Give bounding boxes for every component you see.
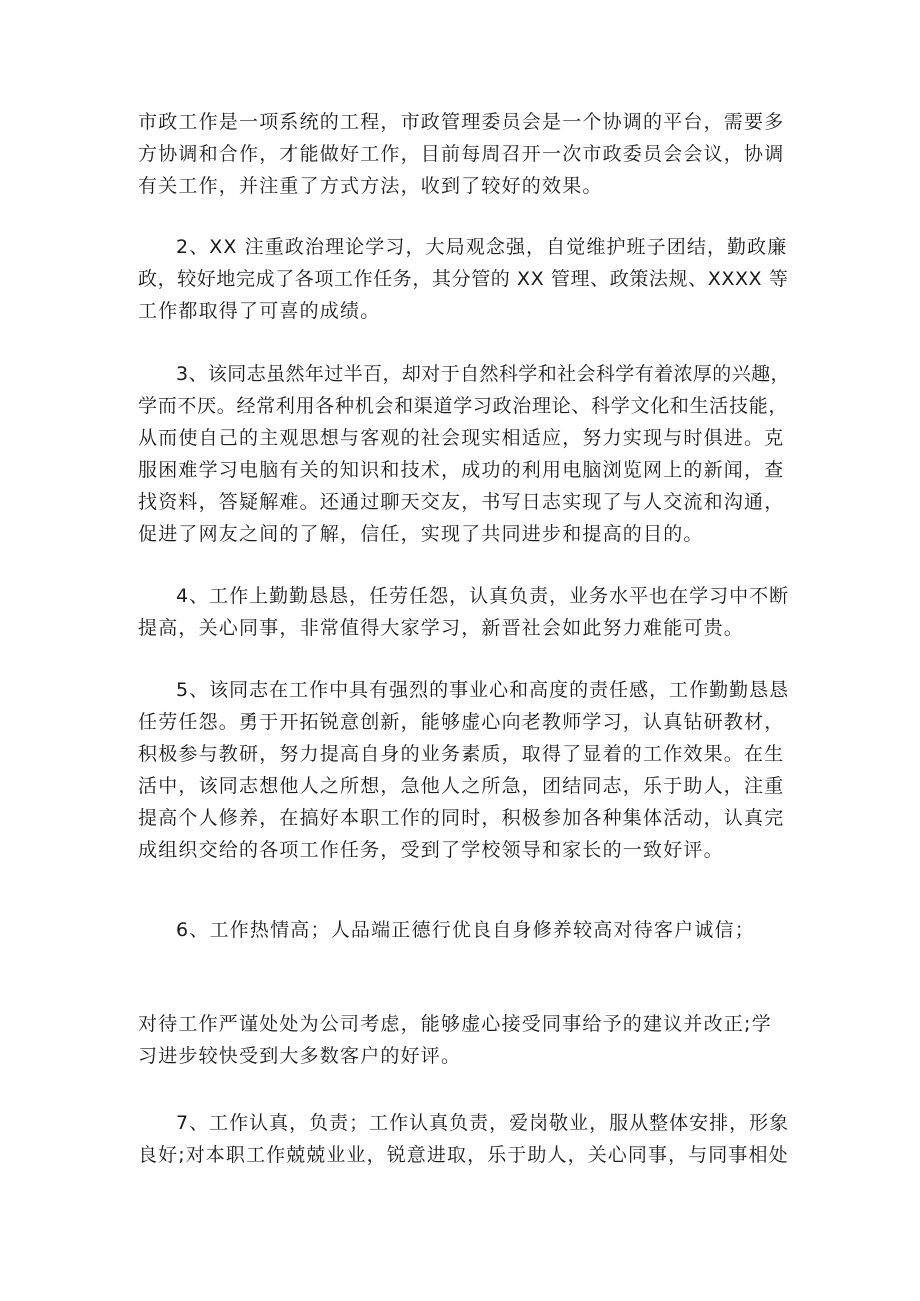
text-line: 6、工作热情高；人品端正德行优良自身修养较高对待客户诚信；	[176, 919, 755, 941]
text-line: 从而使自己的主观思想与客观的社会现实相适应，努力实现与时俱进。克	[138, 427, 785, 449]
text-line: 学而不厌。经常利用各种机会和渠道学习政治理论、科学文化和生活技能，	[138, 395, 789, 417]
text-line: 5、该同志在工作中具有强烈的事业心和高度的责任感，工作勤勤恳恳	[176, 679, 790, 701]
text-line: 市政工作是一项系统的工程，市政管理委员会是一个协调的平台，需要多	[138, 111, 785, 133]
text-line: 服困难学习电脑有关的知识和技术，成功的利用电脑浏览网上的新闻，查	[138, 459, 785, 481]
text-line: 工作都取得了可喜的成绩。	[138, 300, 381, 322]
text-line: 提高个人修养，在搞好本职工作的同时，积极参加各种集体活动，认真完	[138, 807, 785, 829]
text-line: 对待工作严谨处处为公司考虑，能够虚心接受同事给予的建议并改正;学	[138, 1013, 772, 1035]
text-line: 积极参与教研，努力提高自身的业务素质，取得了显着的工作效果。在生	[138, 743, 785, 765]
text-line: 政，较好地完成了各项工作任务，其分管的 XX 管理、政策法规、XXXX 等	[138, 268, 789, 290]
text-line: 提高，关心同事，非常值得大家学习，新晋社会如此努力难能可贵。	[138, 617, 745, 639]
text-line: 任劳任怨。勇于开拓锐意创新，能够虚心向老教师学习，认真钻研教材，	[138, 711, 785, 733]
text-line: 促进了网友之间的了解，信任，实现了共同进步和提高的目的。	[138, 523, 704, 545]
text-line: 良好;对本职工作兢兢业业，锐意进取，乐于助人，关心同事，与同事相处	[138, 1144, 789, 1166]
text-line: 4、工作上勤勤恳恳，任劳任怨，认真负责，业务水平也在学习中不断	[176, 585, 790, 607]
text-line: 有关工作，并注重了方式方法，收到了较好的效果。	[138, 175, 603, 197]
text-line: 方协调和合作，才能做好工作，目前每周召开一次市政委员会会议，协调	[138, 143, 785, 165]
text-line: 3、该同志虽然年过半百，却对于自然科学和社会科学有着浓厚的兴趣，	[176, 363, 790, 385]
text-line: 习进步较快受到大多数客户的好评。	[138, 1045, 462, 1067]
text-line: 2、XX 注重政治理论学习，大局观念强，自觉维护班子团结，勤政廉	[176, 236, 788, 258]
text-line: 找资料，答疑解难。还通过聊天交友，书写日志实现了与人交流和沟通，	[138, 491, 785, 513]
text-line: 7、工作认真，负责；工作认真负责，爱岗敬业，服从整体安排，形象	[176, 1112, 790, 1134]
text-line: 活中，该同志想他人之所想，急他人之所急，团结同志，乐于助人，注重	[138, 775, 785, 797]
text-line: 成组织交给的各项工作任务，受到了学校领导和家长的一致好评。	[138, 839, 724, 861]
